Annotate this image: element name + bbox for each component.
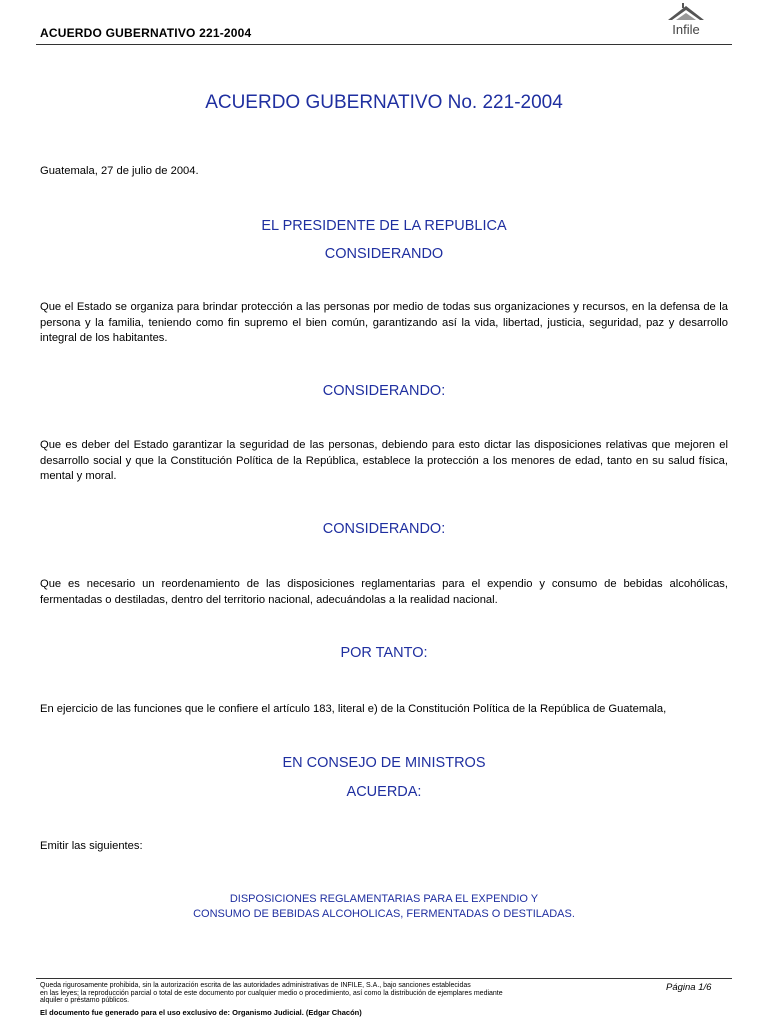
disposiciones-title-line-2: CONSUMO DE BEBIDAS ALCOHOLICAS, FERMENTADAS O DESTILADAS. [193,908,575,920]
logo-text: Infile [672,22,700,37]
paragraph-1: Que el Estado se organiza para brindar protección a las personas por medio de todas sus organizaciones y recursos, en la defensa de la persona y la familia, teniendo como fin supremo el bien común, garantizando así la vida, libertad, justicia, seguridad, paz y desarrollo integral de los habitantes. [40,301,728,344]
considerando-heading-1: CONSIDERANDO [324,246,444,262]
paragraph-3: Que es necesario un reordenamiento de las disposiciones reglamentarias para el expendio y consumo de bebidas alcohólicas, fermentadas o destiladas, dentro del territorio nacional, adecuándolas a la realidad nacional. [40,578,728,606]
document-title: ACUERDO GUBERNATIVO No. 221-2004 [205,92,563,113]
legal-line-3: alquiler o préstamo públicos. [40,997,130,1004]
president-heading: EL PRESIDENTE DE LA REPUBLICA [261,218,507,234]
consejo-heading: EN CONSEJO DE MINISTROS [282,755,486,771]
acuerda-heading: ACUERDA: [346,784,422,800]
legal-line-1: Queda rigurosamente prohibida, sin la autorización escrita de las autoridades administrativas de INFILE, S.A., bajo sanciones establecidas [40,982,471,989]
logo-roof-icon [662,2,710,24]
date-line: Guatemala, 27 de julio de 2004. [40,165,199,177]
footer-divider [36,978,732,979]
disposiciones-title-line-1: DISPOSICIONES REGLAMENTARIAS PARA EL EXPENDIO Y [229,893,539,905]
considerando-heading-2: CONSIDERANDO: [322,383,446,399]
paragraph-2: Que es deber del Estado garantizar la seguridad de las personas, debiendo para esto dictar las disposiciones relativas que mejoren el desarrollo social y que la Constitución Política de la República, establece la protección a los menores de edad, tanto en su salud física, mental y moral. [40,439,728,482]
considerando-heading-3: CONSIDERANDO: [322,521,446,537]
generated-for-notice: El documento fue generado para el uso exclusivo de: Organismo Judicial. (Edgar Chacón) [40,1008,362,1017]
legal-line-2: en las leyes; la reproducción parcial o total de este documento por cualquier medio o procedimiento, así como la distribución de ejemplares mediante [40,989,503,997]
paragraph-4: En ejercicio de las funciones que le confiere el artículo 183, literal e) de la Constitución Política de la República de Guatemala, [40,703,667,715]
page-number: Página 1/6 [666,982,712,993]
footer-legal-notice [40,982,580,1005]
infile-logo [662,2,710,44]
header-title: ACUERDO GUBERNATIVO 221-2004 [40,26,252,40]
header-divider [36,44,732,45]
por-tanto-heading: POR TANTO: [340,645,428,661]
emitir-line: Emitir las siguientes: [40,840,143,852]
